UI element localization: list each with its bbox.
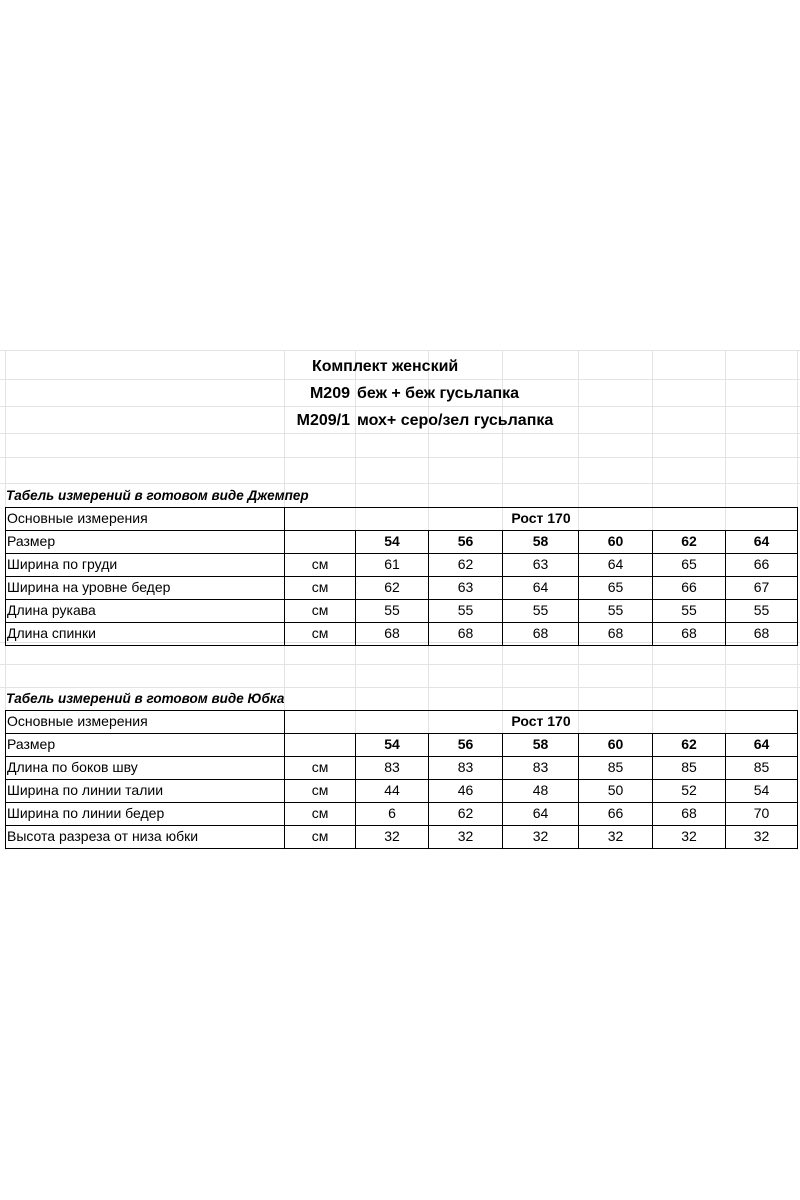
measurement-name: Длина спинки — [7, 625, 96, 641]
size-header: 58 — [532, 533, 549, 549]
cell-value: 62 — [384, 579, 400, 595]
cell-value: 68 — [457, 625, 474, 641]
cell-value: 32 — [532, 828, 549, 844]
size-header: 62 — [681, 533, 697, 549]
cell-value: 65 — [607, 579, 624, 595]
cell-value: 64 — [532, 805, 549, 821]
measurement-name: Длина по боков шву — [7, 759, 138, 775]
model-desc-1: беж + беж гусьлапка — [357, 385, 520, 402]
cell-value: 68 — [681, 625, 697, 641]
cell-value: 68 — [532, 625, 549, 641]
unit: см — [311, 602, 329, 618]
cell-value: 63 — [457, 579, 474, 595]
cell-value: 83 — [384, 759, 400, 775]
unit: см — [311, 556, 329, 572]
cell-value: 66 — [681, 579, 697, 595]
cell-value: 46 — [457, 782, 474, 798]
size-header: 62 — [681, 736, 697, 752]
size-header: 54 — [384, 736, 400, 752]
cell-value: 6 — [388, 805, 396, 821]
spreadsheet — [0, 350, 800, 850]
cell-value: 68 — [607, 625, 624, 641]
cell-value: 62 — [457, 805, 474, 821]
size-header: 56 — [457, 736, 474, 752]
cell-value: 66 — [753, 556, 770, 572]
unit: см — [311, 759, 329, 775]
height-label: Рост 170 — [511, 510, 571, 526]
unit: см — [311, 805, 329, 821]
table-caption: Табель измерений в готовом виде Юбка — [6, 691, 285, 706]
cell-value: 55 — [457, 602, 474, 618]
cell-value: 48 — [532, 782, 549, 798]
cell-value: 68 — [681, 805, 697, 821]
size-header: 56 — [457, 533, 474, 549]
cell-value: 55 — [532, 602, 549, 618]
cell-value: 68 — [384, 625, 400, 641]
cell-value: 55 — [753, 602, 770, 618]
unit: см — [311, 579, 329, 595]
unit: см — [311, 782, 329, 798]
cell-value: 85 — [607, 759, 624, 775]
measurement-name: Высота разреза от низа юбки — [7, 828, 199, 844]
cell-value: 64 — [607, 556, 624, 572]
cell-value: 62 — [457, 556, 474, 572]
cell-value: 32 — [753, 828, 770, 844]
unit: см — [311, 828, 329, 844]
cell-value: 55 — [607, 602, 624, 618]
cell-value: 52 — [681, 782, 697, 798]
size-label: Размер — [7, 736, 56, 752]
cell-value: 70 — [753, 805, 770, 821]
measurement-name: Длина рукава — [7, 602, 96, 618]
measurement-name: Ширина по груди — [7, 556, 118, 572]
cell-value: 68 — [753, 625, 770, 641]
cell-value: 32 — [681, 828, 697, 844]
model-desc-2: мох+ серо/зел гусьлапка — [357, 412, 554, 429]
cell-value: 32 — [607, 828, 624, 844]
model-code-2: М209/1 — [296, 412, 350, 429]
cell-value: 64 — [532, 579, 549, 595]
cell-value: 32 — [384, 828, 400, 844]
cell-value: 63 — [532, 556, 549, 572]
model-code-1: М209 — [309, 385, 350, 402]
cell-value: 85 — [681, 759, 697, 775]
cell-value: 85 — [753, 759, 770, 775]
measurement-name: Ширина по линии бедер — [7, 805, 165, 821]
cell-value: 67 — [753, 579, 770, 595]
table-caption: Табель измерений в готовом виде Джемпер — [6, 488, 309, 503]
unit: см — [311, 625, 329, 641]
cell-value: 55 — [681, 602, 697, 618]
cell-value: 65 — [681, 556, 697, 572]
cell-value: 32 — [457, 828, 474, 844]
size-header: 58 — [532, 736, 549, 752]
size-label: Размер — [7, 533, 56, 549]
main-measurements-label: Основные измерения — [7, 713, 148, 729]
cell-value: 55 — [384, 602, 400, 618]
size-header: 64 — [753, 736, 770, 752]
cell-value: 54 — [753, 782, 770, 798]
cell-value: 61 — [384, 556, 400, 572]
size-header: 60 — [607, 533, 624, 549]
size-header: 64 — [753, 533, 770, 549]
measurement-name: Ширина по линии талии — [7, 782, 164, 798]
cell-value: 83 — [457, 759, 474, 775]
height-label: Рост 170 — [511, 713, 571, 729]
document-title: Комплект женский — [312, 358, 459, 375]
measurement-name: Ширина на уровне бедер — [7, 579, 171, 595]
cell-value: 66 — [607, 805, 624, 821]
cell-value: 44 — [384, 782, 400, 798]
main-measurements-label: Основные измерения — [7, 510, 148, 526]
size-header: 54 — [384, 533, 400, 549]
cell-value: 50 — [607, 782, 624, 798]
size-header: 60 — [607, 736, 624, 752]
cell-value: 83 — [532, 759, 549, 775]
